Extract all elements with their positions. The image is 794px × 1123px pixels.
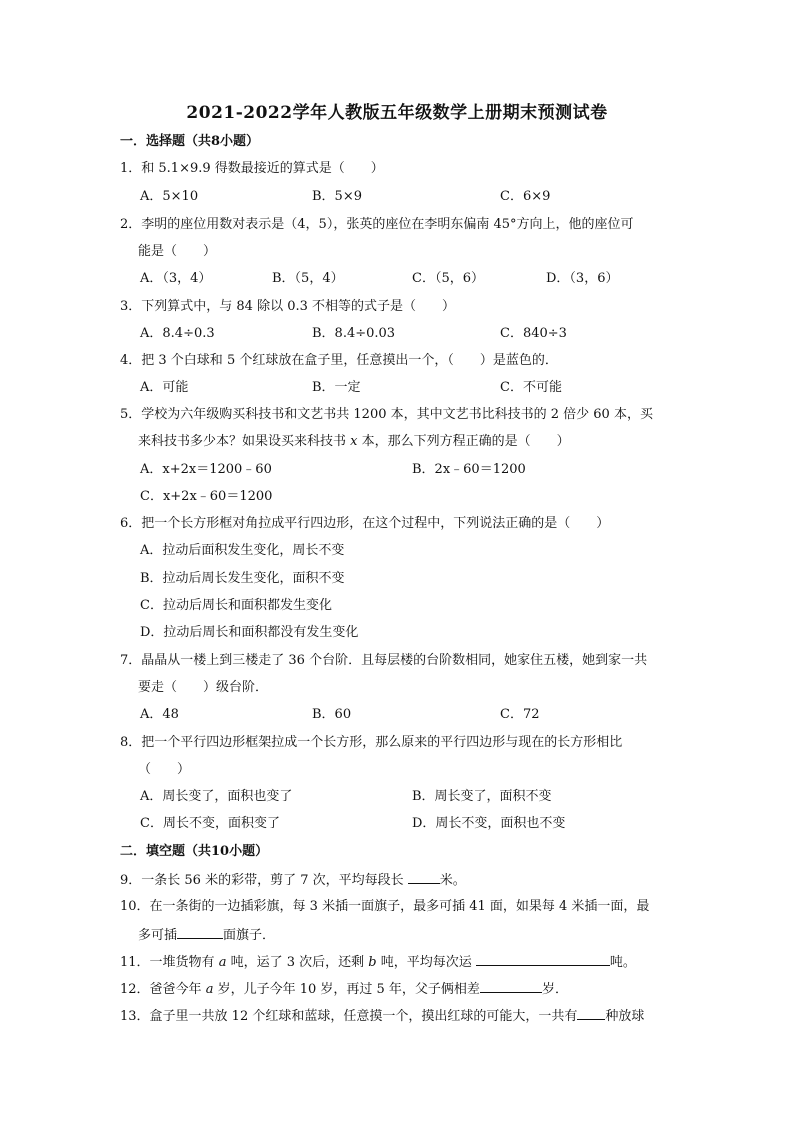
question-13 [120,1006,644,1026]
q2-option-a: A．（3，4） [140,271,212,286]
q10-line2-end: 面旗子． [223,928,276,943]
question-5-line-2 [138,433,570,451]
q1-option-c: C．6×9 [500,189,551,204]
q13-text-end: 种放球 [605,1009,645,1024]
q11-variable-a: a [218,955,227,970]
q11-text-a: 11．一堆货物有 [120,955,219,970]
q2-option-b: B．（5，4） [272,271,344,286]
q5-line2-end: 本，那么下列方程正确的是（ ） [357,434,570,449]
q4-option-b: B．一定 [312,380,361,395]
q8-option-a: A．周长变了，面积也变了 [140,789,293,804]
answer-blank[interactable] [476,952,610,966]
section-heading-fill: 二．填空题（共10小题） [120,844,269,859]
q5-variable: x [350,434,358,449]
question-8-line-1: 8．把一个平行四边形框架拉成一个长方形，那么原来的平行四边形与现在的长方形相比 [120,735,623,750]
question-10-line-2 [138,925,275,945]
question-7-line-2: 要走（ ）级台阶． [138,680,269,695]
q6-option-c: C．拉动后周长和面积都发生变化 [140,598,332,613]
q2-option-d: D．（3，6） [546,271,619,286]
q7-option-c: C．72 [500,707,540,722]
question-8-line-2: （ ） [138,762,191,777]
q11-unit: 吨。 [609,955,636,970]
question-2-line-2: 能是（ ） [138,244,217,259]
q7-option-a: A．48 [140,707,179,722]
q12-text-b: 岁，儿子今年 10 岁，再过 5 年，父子俩相差 [213,982,480,997]
q4-option-c: C．不可能 [500,380,562,395]
q8-option-d: D．周长不变，面积也不变 [412,816,566,831]
q12-text-a: 12．爸爸今年 [120,982,206,997]
question-6: 6．把一个长方形框对角拉成平行四边形，在这个过程中，下列说法正确的是（ ） [120,516,610,531]
q9-unit: 米。 [439,873,466,888]
q1-option-b: B．5×9 [312,189,362,204]
q6-option-b: B．拉动后周长发生变化，面积不变 [140,571,345,586]
answer-blank[interactable] [577,1006,605,1020]
q5-option-c: C．x+2x﹣60＝1200 [140,489,273,504]
question-12 [120,979,568,999]
question-9 [120,870,466,890]
q9-text: 9．一条长 56 米的彩带，剪了 7 次，平均每段长 [120,873,408,888]
q11-text-c: 吨，平均每次运 [376,955,476,970]
q8-option-b: B．周长变了，面积不变 [412,789,552,804]
q11-text-b: 吨，运了 3 次后，还剩 [226,955,369,970]
q11-variable-b: b [368,955,377,970]
section-heading-choice: 一．选择题（共8小题） [120,134,260,149]
exam-title: 2021-2022学年人教版五年级数学上册期末预测试卷 [186,103,608,123]
q5-line2-start: 来科技书多少本？如果设买来科技书 [138,434,351,449]
q2-option-c: C．（5，6） [412,271,484,286]
question-2-line-1: 2．李明的座位用数对表示是（4，5），张英的座位在李明东偏南 45°方向上，他的座位可 [120,217,634,232]
q13-text: 13．盒子里一共放 12 个红球和蓝球，任意摸一个，摸出红球的可能大，一共有 [120,1009,578,1024]
question-11 [120,952,636,972]
question-10-line-1: 10．在一条街的一边插彩旗，每 3 米插一面旗子，最多可插 41 面，如果每 4 米插一面，最 [120,899,650,914]
answer-blank[interactable] [177,925,223,939]
q6-option-d: D．拉动后周长和面积都没有发生变化 [140,625,359,640]
answer-blank[interactable] [480,979,542,993]
q5-option-a: A．x+2x＝1200﹣60 [140,462,272,477]
q7-option-b: B．60 [312,707,352,722]
question-5-line-1: 5．学校为六年级购买科技书和文艺书共 1200 本，其中文艺书比科技书的 2 倍少 60 本，买 [120,407,653,422]
q12-unit: 岁． [541,982,568,997]
q4-option-a: A．可能 [140,380,189,395]
q5-option-b: B．2x﹣60＝1200 [412,462,526,477]
q8-option-c: C．周长不变，面积变了 [140,816,280,831]
q12-variable: a [205,982,214,997]
question-3: 3．下列算式中，与 84 除以 0.3 不相等的式子是（ ） [120,299,456,314]
question-4: 4．把 3 个白球和 5 个红球放在盒子里，任意摸出一个，（ ）是蓝色的． [120,353,558,368]
q3-option-c: C．840÷3 [500,326,567,341]
q6-option-a: A．拉动后面积发生变化，周长不变 [140,543,345,558]
q10-line2-start: 多可插 [138,928,178,943]
question-1: 1．和 5.1×9.9 得数最接近的算式是（ ） [120,161,384,176]
q3-option-b: B．8.4÷0.03 [312,326,396,341]
q1-option-a: A．5×10 [140,189,199,204]
q3-option-a: A．8.4÷0.3 [140,326,215,341]
answer-blank[interactable] [408,870,440,884]
question-7-line-1: 7．晶晶从一楼上到三楼走了 36 个台阶．且每层楼的台阶数相同，她家住五楼，她到家一共 [120,653,648,668]
